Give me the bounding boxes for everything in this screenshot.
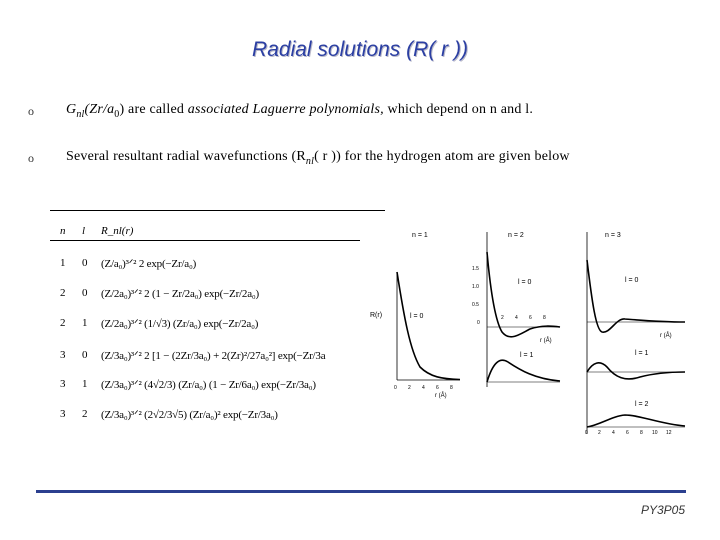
tick: 2 [598,430,601,436]
row-l: 0 [82,349,88,361]
tick: 6 [626,430,629,436]
footer-rule [36,490,686,493]
tick: 8 [543,315,546,321]
plot-n3-curve-l1 [587,363,685,379]
footer-course-code: PY3P05 [640,503,685,517]
plot-n3-label1: l = 1 [635,350,649,357]
table-header-l: l [82,225,86,237]
row-n: 3 [60,349,66,361]
plot-n3-title: n = 3 [605,232,621,239]
row-l: 0 [82,287,88,299]
row-formula: (Z/2a₀)³ᐟ² 2 (1 − Zr/2a₀) exp(−Zr/2a₀) [101,288,259,300]
bullet-text-laguerre: $G_{nl}(Zr/a_0)$ are called associated Laguerre polynomials, which depend on n and l. [66,102,534,120]
plot-n1-curve [397,272,460,380]
plot-n2-label0: l = 0 [518,279,532,286]
plot-n3-label2: l = 2 [635,401,649,408]
plot-n2-xlabel: r (Å) [540,338,552,344]
tick: 1.5 [472,266,479,272]
plot-n1-label: l = 0 [410,313,424,320]
row-l: 1 [82,317,88,329]
row-l: 2 [82,408,88,420]
tick: 6 [529,315,532,321]
plot-n3-xlabel: r (Å) [660,333,672,339]
table-header-n: n [60,225,66,237]
plot-n3-curve-l0 [587,260,685,332]
tick: 4 [422,385,425,391]
row-formula: (Z/2a₀)³ᐟ² (1/√3) (Zr/a₀) exp(−Zr/2a₀) [101,318,259,330]
table-header-rule [50,240,360,241]
row-n: 3 [60,408,66,420]
row-n: 2 [60,317,66,329]
plot-n1-xlabel: r (Å) [435,393,447,399]
tick: 0.5 [472,302,479,308]
tick: 0 [585,430,588,436]
row-formula: (Z/3a₀)³ᐟ² 2 [1 − (2Zr/3a₀) + 2(Zr)²/27a₀²] exp(−Zr/3a [101,350,326,362]
plot-n1 [360,222,460,399]
plot-n2-title: n = 2 [508,232,524,239]
row-l: 1 [82,378,88,390]
plot-n3-curve-l2 [587,415,685,427]
tick: 12 [666,430,672,436]
table-top-rule [50,210,385,211]
plot-n3 [585,232,685,436]
row-formula: (Z/3a₀)³ᐟ² (2√2/3√5) (Zr/a₀)² exp(−Zr/3a₀) [101,409,278,421]
plot-n1-ylabel: R(r) [370,312,383,319]
table-header-rnl: R_nl(r) [101,225,134,237]
row-formula: (Z/3a₀)³ᐟ² (4√2/3) (Zr/a₀) (1 − Zr/6a₀) exp(−Zr/3a₀) [101,379,316,391]
row-n: 1 [60,257,66,269]
tick: 2 [408,385,411,391]
tick: 1.0 [472,284,479,290]
bullet-marker: o [28,151,34,165]
plot-n1-title: n = 1 [412,232,428,239]
tick: 6 [436,385,439,391]
slide-title: Radial solutions (R( r )) [252,38,468,61]
tick: 2 [501,315,504,321]
plot-n3-label0: l = 0 [625,277,639,284]
row-n: 2 [60,287,66,299]
row-l: 0 [82,257,88,269]
radial-wavefunction-plots [360,222,690,440]
tick: 0 [477,320,480,326]
plot-n2-curve-l1 [487,360,560,382]
tick: 8 [640,430,643,436]
tick: 4 [612,430,615,436]
bullet-text-wavefunctions: Several resultant radial wavefunctions ($R_{nl}$( r )) for the hydrogen atom are given below [66,149,570,167]
tick: 8 [450,385,453,391]
tick: 10 [652,430,658,436]
tick: 4 [515,315,518,321]
plot-n2-label1: l = 1 [520,352,534,359]
row-formula: (Z/a₀)³ᐟ² 2 exp(−Zr/a₀) [101,258,197,270]
plot-n2 [472,232,560,387]
bullet-marker: o [28,104,34,118]
plot-n2-curve-l0 [487,252,560,337]
tick: 0 [394,385,397,391]
row-n: 3 [60,378,66,390]
